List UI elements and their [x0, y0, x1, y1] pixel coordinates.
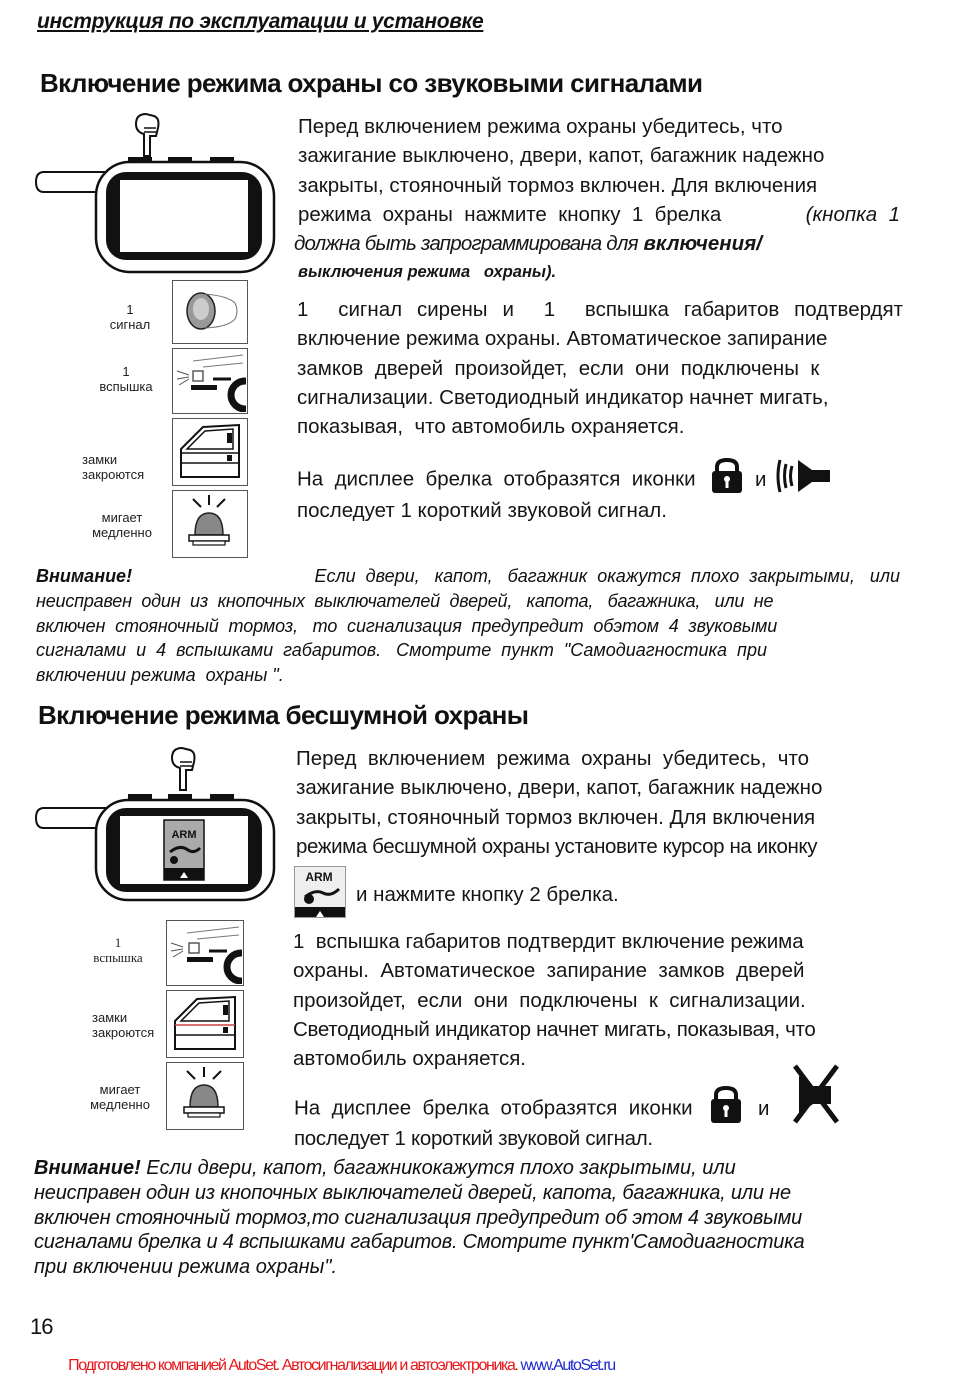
text-line: зажигание выключено, двери, капот, багажник надежно [296, 776, 823, 800]
section1-intro-text [294, 112, 900, 288]
indicator-count: 1 [126, 302, 134, 317]
text-segment: и [757, 1096, 770, 1120]
indicator-label: мигает [101, 510, 143, 525]
text-line: автомобиль охраняется. [293, 1047, 526, 1071]
indicator-label: замки [82, 452, 118, 467]
indicator-label-locks [92, 1010, 172, 1040]
text-line: произойдет, если они подключены к сигнализации. [293, 988, 806, 1012]
text-segment: и [754, 467, 767, 491]
section-title-silent-arm: Включение режима бесшумной охраны [38, 700, 529, 730]
text-line: режима бесшумной охраны установите курсор на иконку [296, 834, 818, 858]
indicator-label: вспышка [99, 379, 153, 394]
section-title-armed-with-sound: Включение режима охраны со звуковыми сигналами [40, 68, 703, 98]
siren-horn-icon [172, 280, 248, 344]
text-line: выключения режима охраны). [298, 263, 557, 282]
page-number: 16 [30, 1314, 53, 1339]
key-fob-icon [30, 742, 290, 902]
text-line: при включении режима охраны". [34, 1256, 337, 1279]
text-segment-italic: должна быть запрограммирована для [294, 232, 638, 256]
warning-label: Внимание! [36, 566, 133, 586]
warning-label: Внимание! [34, 1157, 141, 1179]
sound-off-icon [791, 1062, 841, 1134]
text-line: 1 сигнал сирены и 1 вспышка габаритов подтвердят [297, 298, 903, 321]
svg-text:ARM: ARM [305, 870, 333, 884]
indicator-label: вспышка [93, 950, 143, 965]
section1-beep-text: последует 1 короткий звуковой сигнал. [297, 499, 667, 522]
text-line: охраны. Автоматическое запирание замков дверей [293, 959, 805, 983]
text-line: 1 вспышка габаритов подтвердит включение режима [293, 930, 804, 953]
text-line: неисправен один из кнопочных выключателей дверей, капота, багажника, или не [34, 1181, 791, 1204]
text-segment: На дисплее брелка отобразятся иконки [294, 1096, 693, 1120]
footer-credit [62, 1339, 615, 1375]
section2-intro-text [296, 744, 898, 861]
indicator-label: медленно [90, 1097, 150, 1112]
text-line: включен стояночный тормоз, то сигнализация предупредит обэтом 4 звуковыми [36, 615, 778, 636]
key-fob-icon [30, 108, 290, 278]
beacon-led-icon [172, 490, 248, 558]
svg-text:ARM: ARM [171, 829, 197, 841]
arm-icon [294, 866, 346, 918]
footer-website-link[interactable]: www.AutoSet.ru [520, 1357, 615, 1374]
indicator-count: 1 [114, 935, 122, 950]
text-segment-italic: (кнопка 1 [805, 202, 900, 226]
parking-light-flash-icon [172, 348, 248, 414]
text-line: Светодиодный индикатор начнет мигать, показывая, что [293, 1017, 816, 1041]
text-segment: На дисплее брелка отобразятся иконки [297, 467, 696, 491]
text-line: сигнализации. Светодиодный индикатор начнет мигать, [297, 385, 829, 409]
document-header-title: инструкция по эксплуатации и установке [37, 10, 484, 33]
indicator-label: замки [92, 1010, 128, 1025]
lock-icon [709, 457, 745, 503]
section2-press-text: и нажмите кнопку 2 брелка. [356, 883, 619, 906]
indicator-count: 1 [122, 364, 130, 379]
indicator-label-flash [90, 364, 162, 394]
text-line: включении режима охраны ". [36, 665, 284, 686]
indicator-label-flash [86, 935, 150, 965]
indicator-label: мигает [99, 1082, 141, 1097]
indicator-label: сигнал [109, 317, 151, 332]
indicator-label: медленно [92, 525, 152, 540]
text-line: неисправен один из кнопочных выключателей дверей, капота, багажника, или не [36, 590, 774, 611]
text-segment-bold-italic: включения/ [643, 232, 762, 256]
key-fob-illustration [30, 108, 290, 278]
text-segment: режима охраны нажмите кнопку 1 брелка [298, 202, 722, 226]
car-door-lock-icon [166, 990, 244, 1058]
text-line: сигналами брелка и 4 вспышками габаритов. Смотрите пункт'Самодиагностика [34, 1231, 805, 1254]
siren-sound-icon [776, 456, 832, 504]
text-line: Перед включением режима охраны убедитесь, что [296, 747, 810, 770]
indicator-label-led [78, 1082, 162, 1112]
text-line: включен стояночный тормоз,то сигнализация предупредит об этом 4 звуковыми [34, 1206, 803, 1229]
text-segment: Если двери, капот, багажник окажутся плохо закрытыми, или [314, 566, 900, 586]
section2-confirm-text [293, 927, 903, 1073]
text-line: замков дверей произойдет, если они подключены к [297, 356, 820, 380]
text-line: зажигание выключено, двери, капот, багажник надежно [298, 144, 825, 168]
pointing-finger-icon [136, 114, 159, 156]
text-segment: Если двери, капот, багажникокажутся плохо закрытыми, или [140, 1157, 736, 1179]
section1-warning-block [36, 564, 900, 688]
indicator-label-locks [82, 452, 160, 482]
footer-credit-text: Подготовлено компанией AutoSet. Автосигнализации и автоэлектроника. [68, 1357, 521, 1374]
section2-beep-text: последует 1 короткий звуковой сигнал. [294, 1127, 653, 1150]
text-line [294, 229, 900, 258]
text-line: показывая, что автомобиль охраняется. [297, 415, 685, 439]
indicator-label: закроются [82, 467, 145, 482]
indicator-label-siren [100, 302, 160, 332]
section2-warning-block [34, 1156, 944, 1280]
arm-screen-icon [164, 820, 204, 880]
section1-confirm-text [297, 295, 903, 441]
indicator-label-led [82, 510, 162, 540]
car-door-lock-icon [172, 418, 248, 486]
text-line [36, 564, 900, 589]
beacon-led-icon [166, 1062, 244, 1130]
text-line: включение режима охраны. Автоматическое запирание [297, 327, 828, 351]
text-line: закрыты, стояночный тормоз включен. Для включения [296, 805, 816, 829]
text-line [34, 1156, 944, 1181]
text-line [298, 200, 900, 229]
lock-icon [708, 1085, 744, 1133]
parking-light-flash-icon [166, 920, 244, 986]
text-line: Перед включением режима охраны убедитесь, что [298, 115, 783, 138]
text-line: сигналами и 4 вспышками габаритов. Смотрите пункт "Самодиагностика при [36, 640, 767, 661]
key-fob-illustration-arm [30, 742, 290, 902]
indicator-label: закроются [92, 1025, 155, 1040]
text-line: закрыты, стояночный тормоз включен. Для включения [298, 173, 818, 197]
pointing-finger-icon [172, 748, 195, 790]
